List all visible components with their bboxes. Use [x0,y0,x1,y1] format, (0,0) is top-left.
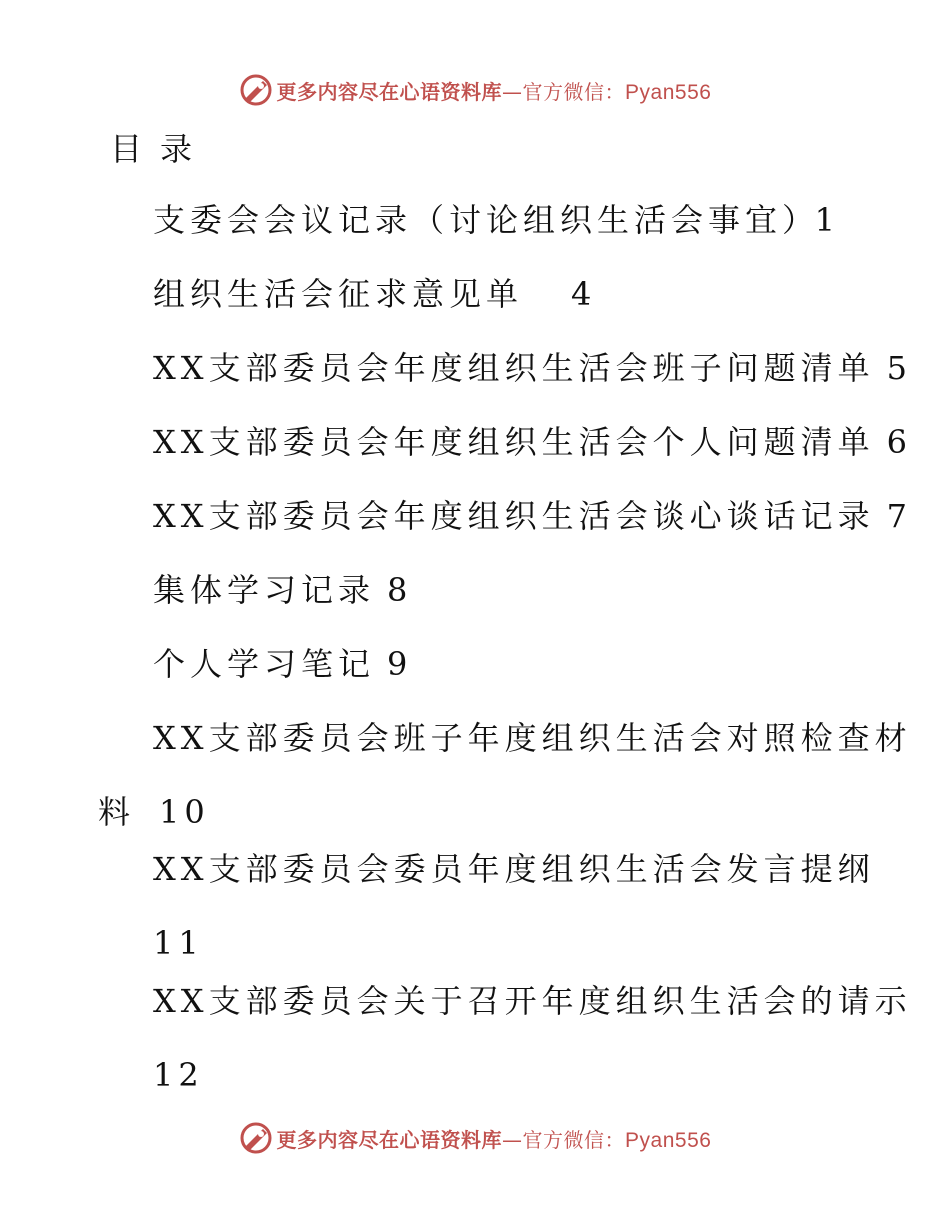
pen-circle-logo-icon [239,1121,273,1155]
toc-entry-page: 8 [387,571,413,609]
toc-entry-text: XX支部委员会关于召开年度组织生活会的请示 [153,982,912,1020]
toc-entry[interactable] [153,964,912,1094]
toc-entry-text: XX支部委员会年度组织生活会谈心谈话记录 [153,497,875,535]
toc-entry[interactable] [153,553,840,627]
page-title: 目录 [110,130,211,168]
toc-entry-page: 1 [814,201,840,239]
toc-entry[interactable] [153,627,840,701]
toc-entry[interactable] [153,832,875,962]
toc-entry[interactable] [153,183,840,257]
toc-entry-page: 11 [153,924,204,962]
toc-entry[interactable] [153,257,840,331]
toc-entry-page: 10 [159,793,210,831]
toc-entry[interactable] [153,331,912,405]
toc-entry-text: 个人学习笔记 [153,645,376,683]
toc-entry-page: 12 [153,1056,204,1094]
toc-entry-page: 5 [886,349,912,387]
toc-entry-page: 9 [387,645,413,683]
toc-entry-text: XX支部委员会委员年度组织生活会发言提纲 [153,850,875,888]
toc-entry-text: 支委会会议记录（讨论组织生活会事宜） [153,201,820,239]
watermark-text: 更多内容尽在心语资料库—官方微信：Pyan556 [276,1127,712,1152]
footer-watermark [0,1118,950,1158]
toc-entry-continuation: 料 10 [98,793,210,831]
toc-entry-text: XX支部委员会年度组织生活会个人问题清单 [153,423,875,461]
toc-entry-text: 组织生活会征求意见单 [153,275,524,313]
toc-entry[interactable] [153,479,912,553]
toc-entry-page: 6 [886,423,912,461]
watermark-text: 更多内容尽在心语资料库—官方微信：Pyan556 [276,79,712,104]
toc-entry-text: XX支部委员会年度组织生活会班子问题清单 [153,349,875,387]
toc-entry-page: 7 [886,497,912,535]
toc-entry-text: XX支部委员会班子年度组织生活会对照检查材 [153,719,912,757]
toc-entry[interactable] [98,701,912,831]
toc-entry[interactable] [153,405,912,479]
toc-entry-text: 集体学习记录 [153,571,376,609]
toc-entry-page: 4 [571,275,597,313]
